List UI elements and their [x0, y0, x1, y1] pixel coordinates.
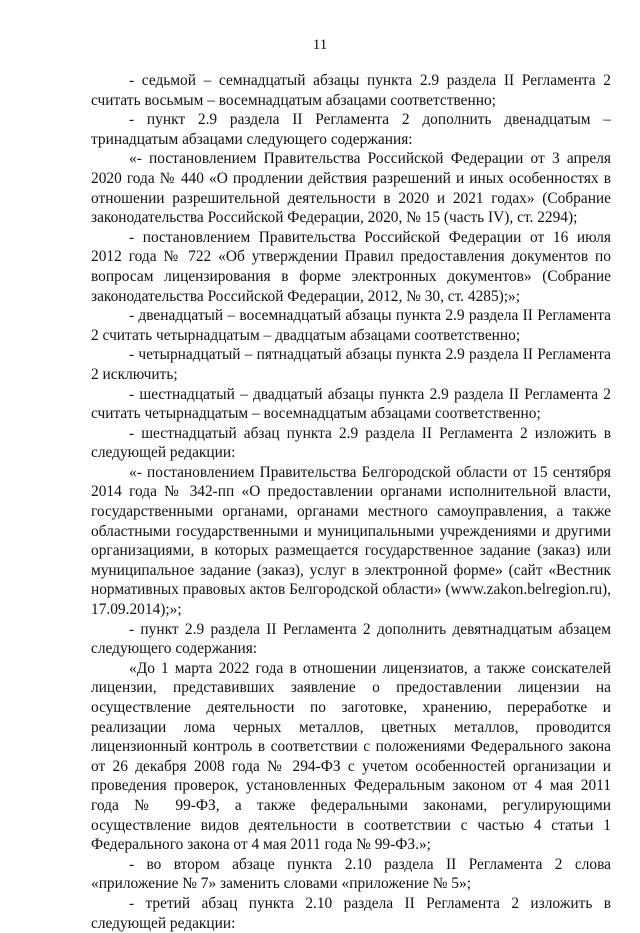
document-body	[91, 71, 611, 933]
paragraph-3: «- постановлением Правительства Российской Федерации от 3 апреля 2020 года № 440 «О продлении действия разрешений и иных особенностях в отношении разрешительной деятельности в 2020 и 2021 годах» (Собрание законодательства Российской Федерации, 2020, № 15 (часть IV), ст. 2294);	[91, 150, 611, 227]
paragraph-8: - шестнадцатый абзац пункта 2.9 раздела II Регламента 2 изложить в следующей редакции:	[91, 424, 611, 462]
paragraph-13: - третий абзац пункта 2.10 раздела II Регламента 2 изложить в следующей редакции:	[91, 894, 611, 932]
paragraph-12: - во втором абзаце пункта 2.10 раздела II Регламента 2 слова «приложение № 7» заменить словами «приложение № 5»;	[91, 855, 611, 893]
page-number: 11	[312, 37, 328, 53]
paragraph-5: - двенадцатый – восемнадцатый абзацы пункта 2.9 раздела II Регламента 2 считать четырнадцатым – двадцатым абзацами соответственно;	[91, 307, 611, 344]
paragraph-1: - седьмой – семнадцатый абзацы пункта 2.9 раздела II Регламента 2 считать восьмым – восемнадцатым абзацами соответственно;	[91, 72, 611, 109]
paragraph-9: «- постановлением Правительства Белгородской области от 15 сентября 2014 года № 342-пп «О предоставлении органами исполнительной власти, государственными органами, органами местного самоуправления, а также областными государственными и муниципальными учреждениями и другими организациями, в которых размещается государственное задание (заказ) или муниципальное задание (заказ), услуг в электронной форме» (сайт «Вестник нормативных правовых актов Белгородской области» (www.zakon.belregion.ru), 17.09.2014);»;	[91, 463, 611, 619]
paragraph-2: - пункт 2.9 раздела II Регламента 2 дополнить двенадцатым – тринадцатым абзацами следующего содержания:	[91, 111, 611, 148]
paragraph-11: «До 1 марта 2022 года в отношении лицензиатов, а также соискателей лицензии, представивших заявление о предоставлении лицензии на осуществление деятельности по заготовке, хранению, переработке и реализации лома черных металлов, цветных металлов, проводится лицензионный контроль в соответствии с положениями Федерального закона от 26 декабря 2008 года № 294-ФЗ с учетом особенностей организации и проведения проверок, установленных Федеральным законом от 4 мая 2011 года № 99-ФЗ, а также федеральными законами, регулирующими осуществление видов деятельности в соответствии с частью 4 статьи 1 Федерального закона от 4 мая 2011 года № 99-ФЗ.»;	[91, 659, 611, 854]
paragraph-6: - четырнадцатый – пятнадцатый абзацы пункта 2.9 раздела II Регламента 2 исключить;	[91, 346, 611, 383]
paragraph-4: - постановлением Правительства Российской Федерации от 16 июля 2012 года № 722 «Об утверждении Правил предоставления документов по вопросам лицензирования в форме электронных документов» (Собрание законодательства Российской Федерации, 2012, № 30, ст. 4285);»;	[91, 228, 611, 305]
paragraph-10: - пункт 2.9 раздела II Регламента 2 дополнить девятнадцатым абзацем следующего содержания:	[91, 620, 611, 658]
paragraph-7: - шестнадцатый – двадцатый абзацы пункта 2.9 раздела II Регламента 2 считать четырнадцатым – восемнадцатым абзацами соответственно;	[91, 385, 611, 423]
